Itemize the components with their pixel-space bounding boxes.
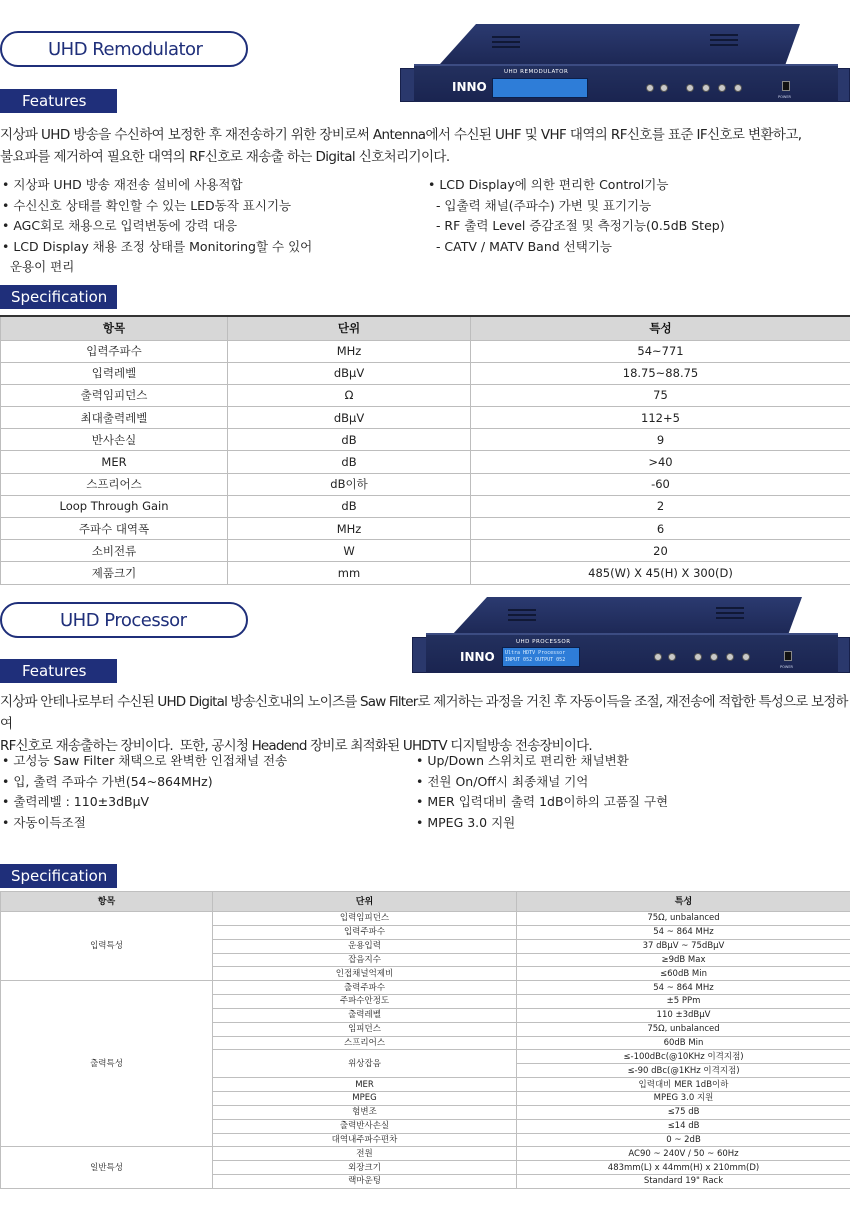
feature-item: • Up/Down 스위치로 편리한 채널변환 <box>416 753 629 768</box>
description-line: RF신호로 재송출하는 장비이다. 또한, 공시청 Headend 장비로 최적화된 UHDTV 디지털방송 전송장비이다. <box>0 738 592 754</box>
table-cell: dB이하 <box>228 473 471 495</box>
table-cell: 입력레벨 <box>1 362 228 384</box>
table-cell: -60 <box>471 473 850 495</box>
remodulator-spec-label: Specification <box>0 285 117 309</box>
item-cell: 위상잡음 <box>213 1050 517 1078</box>
feature-item: • 수신신호 상태를 확인할 수 있는 LED동작 표시기능 <box>2 197 292 213</box>
table-cell: 반사손실 <box>1 429 228 451</box>
item-cell: 잡음지수 <box>213 953 517 967</box>
table-row <box>1 540 850 562</box>
table-cell: dB <box>228 451 471 473</box>
item-cell: 스프리어스 <box>213 1036 517 1050</box>
feature-item: • 지상파 UHD 방송 재전송 설비에 사용적합 <box>2 177 243 192</box>
value-cell: 0 ~ 2dB <box>517 1133 850 1147</box>
group-cell: 일반특성 <box>1 1147 213 1189</box>
table-row <box>1 473 850 495</box>
value-cell: 75Ω, unbalanced <box>517 1022 850 1036</box>
item-cell: 입력임피던스 <box>213 912 517 926</box>
processor-model-label: UHD PROCESSOR <box>516 639 571 645</box>
value-cell: 37 dBμV ~ 75dBμV <box>517 939 850 953</box>
description-line: 지상파 UHD 방송을 수신하여 보정한 후 재전송하기 위한 장비로써 Antenna에서 수신된 UHF 및 VHF 대역의 RF신호를 표준 IF신호로 변환하고, <box>0 127 802 143</box>
processor-power-switch <box>784 651 792 661</box>
table-cell: mm <box>228 562 471 584</box>
table-cell: MHz <box>228 518 471 540</box>
table-cell: W <box>228 540 471 562</box>
remodulator-spec-table <box>0 315 850 585</box>
table-cell: MER <box>1 451 228 473</box>
table-cell: 112+5 <box>471 407 850 429</box>
value-cell: Standard 19" Rack <box>517 1175 850 1189</box>
value-cell: ≥9dB Max <box>517 953 850 967</box>
table-cell: 최대출력레벨 <box>1 407 228 429</box>
group-cell: 입력특성 <box>1 912 213 981</box>
item-cell: 랙마운팅 <box>213 1175 517 1189</box>
processor-description <box>0 691 850 757</box>
table-cell: dBμV <box>228 362 471 384</box>
group-cell: 출력특성 <box>1 981 213 1147</box>
table-cell: Ω <box>228 384 471 406</box>
value-cell: ±5 PPm <box>517 995 850 1009</box>
table-row <box>1 495 850 517</box>
remodulator-model-label: UHD REMODULATOR <box>504 69 569 75</box>
table-cell: 스프리어스 <box>1 473 228 495</box>
item-cell: 운용입력 <box>213 939 517 953</box>
table-cell: 주파수 대역폭 <box>1 518 228 540</box>
value-cell: 입력대비 MER 1dB이하 <box>517 1078 850 1092</box>
table-cell: 9 <box>471 429 850 451</box>
processor-lcd-display <box>502 647 580 667</box>
table-cell: 출력임피던스 <box>1 384 228 406</box>
processor-power-label: POWER <box>780 665 793 669</box>
remodulator-features-right <box>428 175 725 257</box>
column-header: 항목 <box>1 316 228 340</box>
item-cell: 임피던스 <box>213 1022 517 1036</box>
table-row <box>1 451 850 473</box>
remodulator-title: UHD Remodulator <box>0 31 248 67</box>
item-cell: 주파수안정도 <box>213 995 517 1009</box>
remodulator-lcd-display <box>492 78 588 98</box>
table-row <box>1 912 850 926</box>
value-cell: ≤-100dBc(@10KHz 이격지점) <box>517 1050 850 1064</box>
table-cell: 485(W) X 45(H) X 300(D) <box>471 562 850 584</box>
table-cell: 2 <box>471 495 850 517</box>
remodulator-device-image <box>400 24 850 104</box>
item-cell: 입력주파수 <box>213 925 517 939</box>
value-cell: ≤-90 dBc(@1KHz 이격지점) <box>517 1064 850 1078</box>
table-row <box>1 562 850 584</box>
value-cell: ≤75 dB <box>517 1105 850 1119</box>
value-cell: 54 ~ 864 MHz <box>517 925 850 939</box>
remodulator-features-label: Features <box>0 89 117 113</box>
feature-item: • LCD Display에 의한 편리한 Control기능 <box>428 177 669 192</box>
processor-features-label: Features <box>0 659 117 683</box>
processor-spec-table <box>0 891 850 1189</box>
column-header: 특성 <box>471 316 850 340</box>
table-row <box>1 981 850 995</box>
table-cell: 제품크기 <box>1 562 228 584</box>
processor-device-image <box>412 597 850 677</box>
table-cell: 54~771 <box>471 340 850 362</box>
table-cell: 20 <box>471 540 850 562</box>
table-row <box>1 384 850 406</box>
feature-item: • 전원 On/Off시 최종채널 기억 <box>416 773 589 789</box>
table-cell: MHz <box>228 340 471 362</box>
value-cell: 54 ~ 864 MHz <box>517 981 850 995</box>
item-cell: MER <box>213 1078 517 1092</box>
table-cell: 입력주파수 <box>1 340 228 362</box>
remodulator-power-label: POWER <box>778 95 791 99</box>
table-cell: 6 <box>471 518 850 540</box>
feature-item: • LCD Display 채용 조정 상태를 Monitoring할 수 있어 <box>2 238 313 254</box>
processor-brand-logo: INNO <box>460 650 495 664</box>
description-line: 지상파 안테나로부터 수신된 UHD Digital 방송신호내의 노이즈를 Saw Filter로 제거하는 과정을 거친 후 자동이득을 조절, 재전송에 적합한 특성으로 보정하여 <box>0 694 848 732</box>
table-cell: 소비전류 <box>1 540 228 562</box>
item-cell: MPEG <box>213 1091 517 1105</box>
feature-item: • 자동이득조절 <box>2 814 86 830</box>
item-cell: 전원 <box>213 1147 517 1161</box>
table-cell: dBμV <box>228 407 471 429</box>
value-cell: ≤14 dB <box>517 1119 850 1133</box>
value-cell: MPEG 3.0 지원 <box>517 1091 850 1105</box>
table-row <box>1 407 850 429</box>
description-line: 불요파를 제거하여 필요한 대역의 RF신호로 재송출 하는 Digital 신호처리기이다. <box>0 149 450 165</box>
item-cell: 출력주파수 <box>213 981 517 995</box>
table-cell: >40 <box>471 451 850 473</box>
table-cell: dB <box>228 495 471 517</box>
column-header: 단위 <box>228 316 471 340</box>
processor-features-right <box>416 751 668 833</box>
processor-spec-label: Specification <box>0 864 117 888</box>
feature-item: - CATV / MATV Band 선택기능 <box>428 238 612 254</box>
item-cell: 험변조 <box>213 1105 517 1119</box>
table-row <box>1 518 850 540</box>
table-header-row <box>1 892 850 912</box>
table-row <box>1 429 850 451</box>
column-header: 항목 <box>1 892 213 912</box>
feature-item: • 출력레벨 : 110±3dBμV <box>2 794 150 809</box>
feature-item: • 입, 출력 주파수 가변(54~864MHz) <box>2 773 213 789</box>
value-cell: ≤60dB Min <box>517 967 850 981</box>
table-cell: 75 <box>471 384 850 406</box>
feature-item: - RF 출력 Level 증감조절 및 측정기능(0.5dB Step) <box>428 218 725 233</box>
processor-title: UHD Processor <box>0 602 248 638</box>
table-cell: 18.75~88.75 <box>471 362 850 384</box>
item-cell: 인접채널억제비 <box>213 967 517 981</box>
lcd-line: Ultra HDTV Processor <box>505 650 566 656</box>
table-row <box>1 1147 850 1161</box>
item-cell: 출력반사손실 <box>213 1119 517 1133</box>
remodulator-features-left <box>2 175 312 278</box>
remodulator-description <box>0 124 850 168</box>
column-header: 특성 <box>517 892 850 912</box>
value-cell: 483mm(L) x 44mm(H) x 210mm(D) <box>517 1161 850 1175</box>
table-cell: dB <box>228 429 471 451</box>
feature-item: • MER 입력대비 출력 1dB이하의 고품질 구현 <box>416 794 669 809</box>
lcd-line: INPUT 052 OUTPUT 052 <box>505 657 566 663</box>
item-cell: 대역내주파수편차 <box>213 1133 517 1147</box>
value-cell: AC90 ~ 240V / 50 ~ 60Hz <box>517 1147 850 1161</box>
feature-item: • MPEG 3.0 지원 <box>416 814 516 830</box>
remodulator-power-switch <box>782 81 790 91</box>
feature-item: • 고성능 Saw Filter 채택으로 완벽한 인접채널 전송 <box>2 753 288 768</box>
feature-item: 운용이 편리 <box>2 259 75 274</box>
table-row <box>1 362 850 384</box>
processor-features-left <box>2 751 287 833</box>
value-cell: 110 ±3dBμV <box>517 1008 850 1022</box>
feature-item: - 입출력 채널(주파수) 가변 및 표기기능 <box>428 197 652 213</box>
item-cell: 외장크기 <box>213 1161 517 1175</box>
remodulator-brand-logo: INNO <box>452 80 487 94</box>
table-row <box>1 340 850 362</box>
feature-item: • AGC회로 채용으로 입력변동에 강력 대응 <box>2 218 238 233</box>
value-cell: 60dB Min <box>517 1036 850 1050</box>
value-cell: 75Ω, unbalanced <box>517 912 850 926</box>
item-cell: 출력레벨 <box>213 1008 517 1022</box>
table-cell: Loop Through Gain <box>1 495 228 517</box>
column-header: 단위 <box>213 892 517 912</box>
table-header-row <box>1 316 850 340</box>
